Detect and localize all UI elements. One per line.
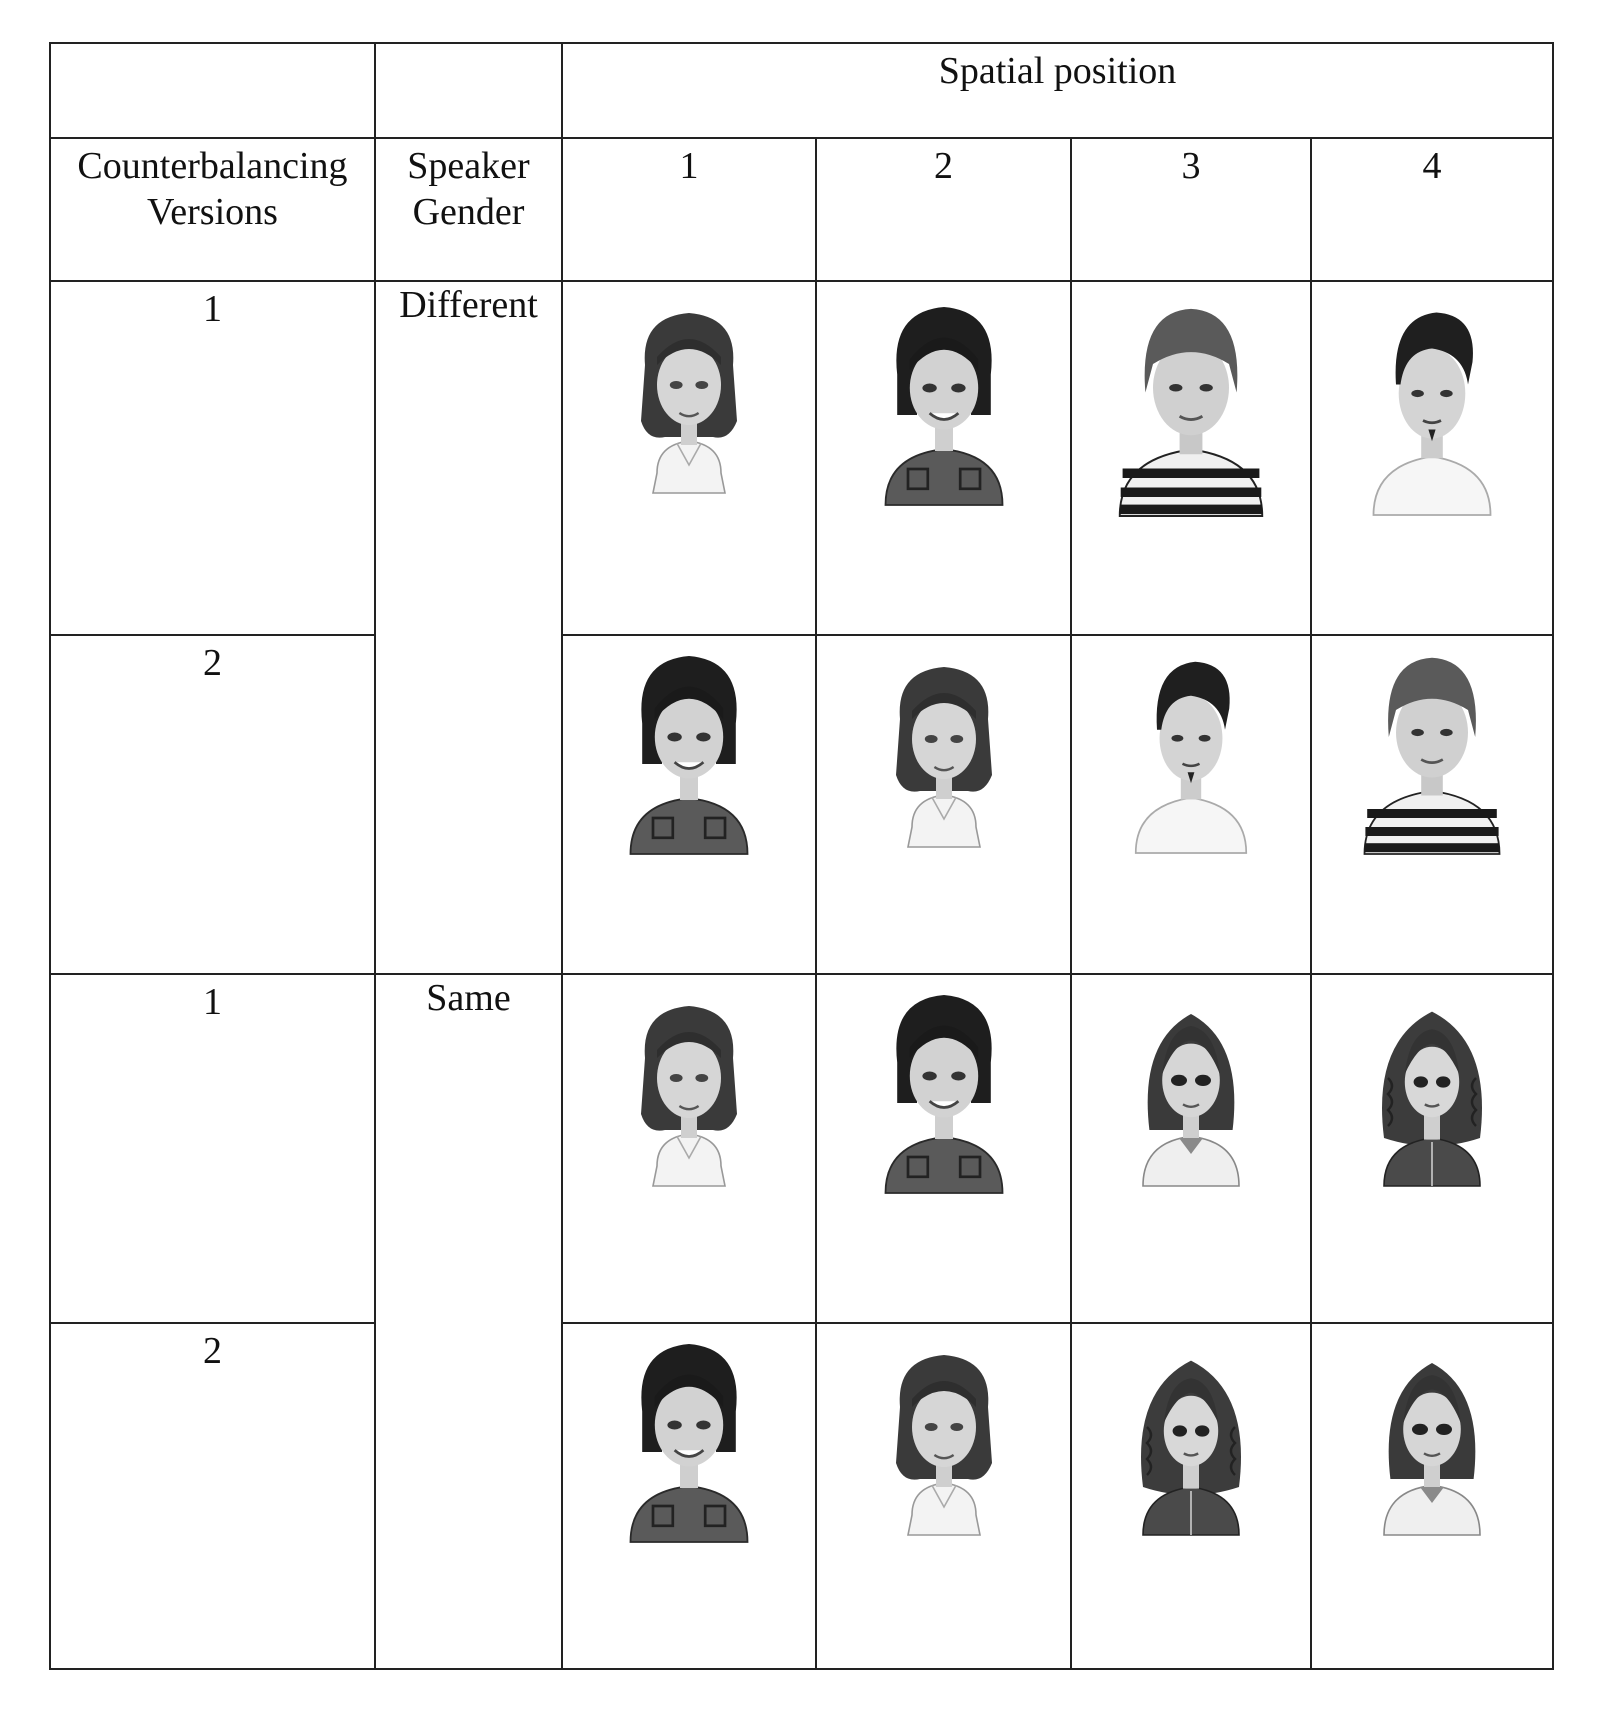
portrait-cell (562, 1323, 816, 1669)
speaker-gender-header (375, 138, 562, 281)
position-label: 1 (679, 145, 699, 187)
man-striped-shirt-icon (1342, 636, 1522, 856)
portrait-cell (1311, 281, 1553, 635)
table-row (50, 635, 1553, 974)
version-label: 1 (203, 288, 222, 330)
table-row (50, 1323, 1553, 1669)
position-header (1071, 138, 1311, 281)
man-quiff-white-tee-icon (1106, 636, 1276, 866)
gender-label: Different (399, 284, 538, 326)
version-cell (50, 974, 375, 1323)
portrait-cell (562, 281, 816, 635)
woman-curly-hoodie-icon (1111, 1324, 1271, 1554)
counterbalancing-label: Counterbalancing Versions (77, 145, 348, 233)
position-label: 2 (934, 145, 953, 187)
portrait-cell (816, 281, 1071, 635)
version-label: 1 (203, 981, 222, 1023)
man-striped-shirt-icon (1096, 282, 1286, 522)
counterbalancing-header (50, 138, 375, 281)
table-row (50, 974, 1553, 1323)
gender-label: Same (426, 977, 511, 1019)
gender-cell (375, 974, 562, 1669)
table-row (50, 281, 1553, 635)
portrait-cell (1071, 281, 1311, 635)
position-header (562, 138, 816, 281)
woman-bob-jacket-icon (599, 1324, 779, 1544)
spatial-position-label: Spatial position (938, 50, 1177, 92)
woman-bob-jacket-icon (854, 975, 1034, 1195)
woman-long-hair-shirt-icon (1111, 975, 1271, 1205)
stimulus-table (49, 42, 1554, 1670)
position-label: 3 (1181, 145, 1201, 187)
version-cell (50, 635, 375, 974)
portrait-cell (1311, 635, 1553, 974)
empty-header-cell (375, 43, 562, 138)
woman-bob-jacket-icon (599, 636, 779, 856)
portrait-cell (1311, 1323, 1553, 1669)
portrait-cell (562, 974, 816, 1323)
portrait-cell (562, 635, 816, 974)
woman-bangs-white-top-icon (864, 636, 1024, 866)
gender-cell (375, 281, 562, 974)
empty-header-cell (50, 43, 375, 138)
woman-bob-jacket-icon (854, 282, 1034, 512)
portrait-cell (1071, 1323, 1311, 1669)
woman-long-hair-shirt-icon (1352, 1324, 1512, 1554)
position-header (816, 138, 1071, 281)
speaker-gender-label: Speaker Gender (407, 145, 530, 233)
portrait-cell (816, 635, 1071, 974)
position-header (1311, 138, 1553, 281)
portrait-cell (816, 1323, 1071, 1669)
version-cell (50, 1323, 375, 1669)
man-quiff-white-tee-icon (1342, 282, 1522, 532)
version-cell (50, 281, 375, 635)
portrait-cell (1071, 635, 1311, 974)
portrait-cell (1071, 974, 1311, 1323)
version-label: 2 (203, 1330, 222, 1372)
spatial-position-header (562, 43, 1553, 138)
woman-bangs-white-top-icon (864, 1324, 1024, 1554)
position-label: 4 (1422, 145, 1442, 187)
portrait-cell (816, 974, 1071, 1323)
woman-curly-hoodie-icon (1352, 975, 1512, 1205)
woman-bangs-white-top-icon (609, 975, 769, 1205)
version-label: 2 (203, 642, 222, 684)
portrait-cell (1311, 974, 1553, 1323)
woman-bangs-white-top-icon (609, 282, 769, 512)
